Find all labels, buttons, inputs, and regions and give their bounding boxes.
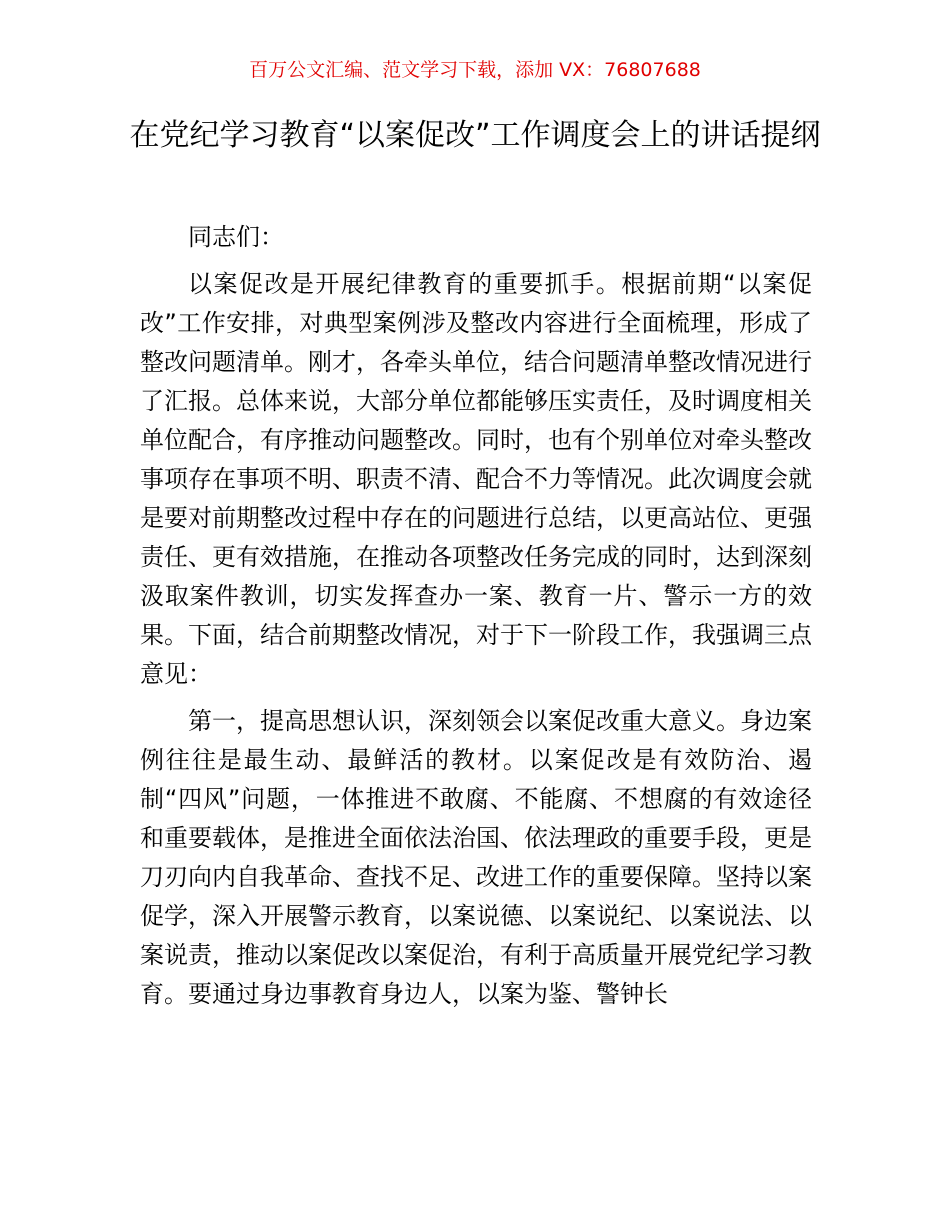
document-body	[140, 218, 812, 1014]
paragraph-point-one: 第一，提高思想认识，深刻领会以案促改重大意义。身边案例往往是最生动、最鲜活的教材。以案促改是有效防治、遏制“四风”问题，一体推进不敢腐、不能腐、不想腐的有效途径和重要载体，是推进全面依法治国、依法理政的重要手段，更是刀刃向内自我革命、查找不足、改进工作的重要保障。坚持以案促学，深入开展警示教育，以案说德、以案说纪、以案说法、以案说责，推动以案促改以案促治，有利于高质量开展党纪学习教育。要通过身边事教育身边人，以案为鉴、警钟长	[140, 707, 812, 1008]
document-title: 在党纪学习教育“以案促改”工作调度会上的讲话提纲	[129, 118, 821, 153]
greeting: 同志们：	[188, 223, 284, 251]
watermark-banner: 百万公文汇编、范文学习下载，添加 VX：76807688	[249, 59, 701, 81]
paragraph-intro: 以案促改是开展纪律教育的重要抓手。根据前期“以案促改”工作安排，对典型案例涉及整改内容进行全面梳理，形成了整改问题清单。刚才，各牵头单位，结合问题清单整改情况进行了汇报。总体来说，大部分单位都能够压实责任，及时调度相关单位配合，有序推动问题整改。同时，也有个别单位对牵头整改事项存在事项不明、职责不清、配合不力等情况。此次调度会就是要对前期整改过程中存在的问题进行总结，以更高站位、更强责任、更有效措施，在推动各项整改任务完成的同时，达到深刻汲取案件教训，切实发挥查办一案、教育一片、警示一方的效果。下面，结合前期整改情况，对于下一阶段工作，我强调三点意见：	[140, 270, 812, 688]
